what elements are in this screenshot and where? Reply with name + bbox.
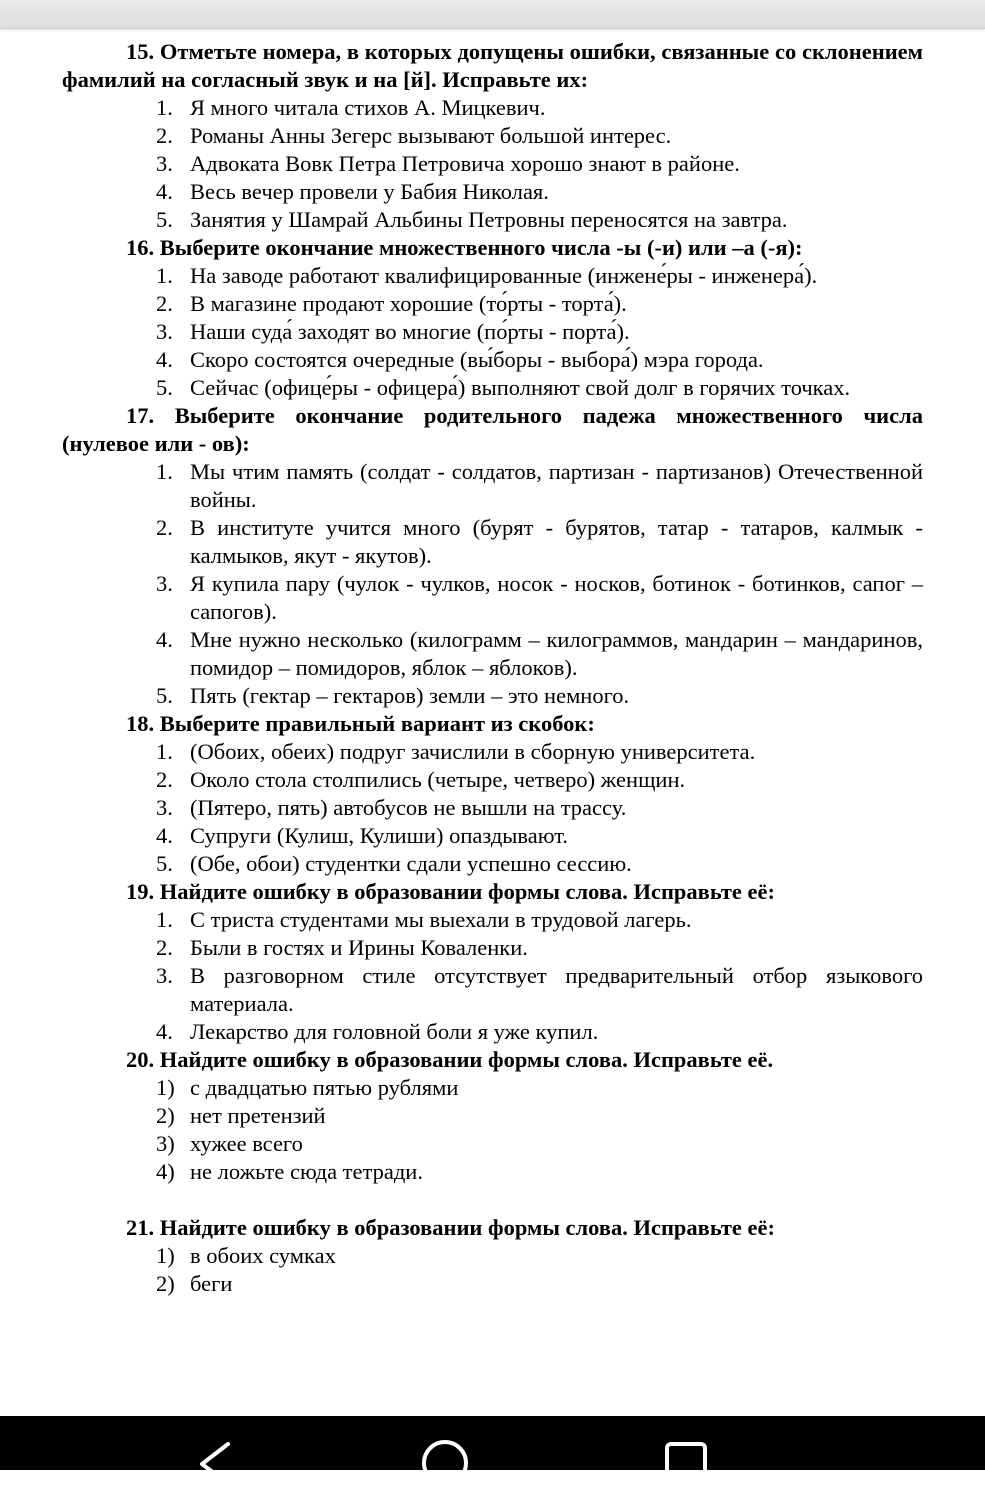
list-item — [0, 1018, 985, 1046]
item-text: Адвоката Вовк Петра Петровича хорошо знают в районе. — [190, 151, 740, 176]
list-item — [0, 262, 985, 290]
item-text: Весь вечер провели у Бабия Николая. — [190, 179, 549, 204]
item-number: 3. — [156, 963, 173, 988]
task-list-17 — [0, 458, 985, 710]
document-page[interactable] — [0, 38, 985, 1298]
item-number: 3. — [156, 571, 173, 596]
item-number: 3) — [156, 1131, 175, 1156]
list-item — [0, 626, 985, 682]
recent-apps-button[interactable] — [664, 1438, 708, 1478]
list-item — [0, 318, 985, 346]
task-list-15 — [0, 94, 985, 234]
task-list-20 — [0, 1074, 985, 1186]
item-text: Были в гостях и Ирины Коваленки. — [190, 935, 528, 960]
list-item — [0, 1270, 985, 1298]
item-text: Супруги (Кулиш, Кулиши) опаздывают. — [190, 823, 568, 848]
back-button[interactable] — [198, 1438, 232, 1478]
item-number: 1. — [156, 739, 173, 764]
task-list-16 — [0, 262, 985, 402]
list-item — [0, 178, 985, 206]
list-item — [0, 122, 985, 150]
item-number: 4. — [156, 627, 173, 652]
item-text: Лекарство для головной боли я уже купил. — [190, 1019, 599, 1044]
home-icon — [420, 1438, 470, 1488]
list-item — [0, 570, 985, 626]
item-text: В магазине продают хорошие (то́рты - торта́). — [190, 291, 627, 316]
task-heading-19: 19. Найдите ошибку в образовании формы слова. Исправьте её: — [126, 879, 776, 904]
list-item — [0, 206, 985, 234]
task-heading-21: 21. Найдите ошибку в образовании формы слова. Исправьте её: — [126, 1215, 776, 1240]
item-text: Пять (гектар – гектаров) земли – это немного. — [190, 683, 630, 708]
home-button[interactable] — [420, 1438, 470, 1488]
list-item — [0, 346, 985, 374]
back-icon — [198, 1438, 232, 1478]
item-text: Я купила пару (чулок - чулков, носок - носков, ботинок - ботинков, сапог – сапогов). — [190, 571, 923, 624]
item-number: 1. — [156, 95, 173, 120]
list-item — [0, 290, 985, 318]
item-text: Мы чтим память (солдат - солдатов, партизан - партизанов) Отечественной войны. — [190, 459, 923, 512]
item-text: Мне нужно несколько (килограмм – килограммов, мандарин – мандаринов, помидор – помидоров, яблок – яблоков). — [190, 627, 923, 680]
list-item — [0, 962, 985, 1018]
list-item — [0, 150, 985, 178]
item-number: 2. — [156, 767, 173, 792]
item-number: 4) — [156, 1159, 175, 1184]
item-text: На заводе работают квалифицированные (инжене́ры - инженера́). — [190, 263, 818, 288]
item-text: Наши суда́ заходят во многие (по́рты - порта́). — [190, 319, 630, 344]
item-number: 4. — [156, 347, 173, 372]
list-item — [0, 1102, 985, 1130]
item-number: 3. — [156, 795, 173, 820]
list-item — [0, 934, 985, 962]
item-number: 2. — [156, 935, 173, 960]
item-text: нет претензий — [190, 1103, 326, 1128]
list-item — [0, 1242, 985, 1270]
item-number: 2. — [156, 515, 173, 540]
task-heading-20: 20. Найдите ошибку в образовании формы слова. Исправьте её. — [126, 1047, 774, 1072]
list-item — [0, 906, 985, 934]
item-number: 2) — [156, 1103, 175, 1128]
item-number: 5. — [156, 207, 173, 232]
item-number: 1. — [156, 263, 173, 288]
task-list-21 — [0, 1242, 985, 1298]
item-text: с двадцатью пятью рублями — [190, 1075, 459, 1100]
item-text: не ложьте сюда тетради. — [190, 1159, 423, 1184]
item-number: 1) — [156, 1243, 175, 1268]
item-text: в обоих сумках — [190, 1243, 336, 1268]
item-number: 2) — [156, 1271, 175, 1296]
item-text: В институте учится много (бурят - бурятов, татар - татаров, калмык - калмыков, якут - якутов). — [190, 515, 923, 568]
item-number: 5. — [156, 683, 173, 708]
item-number: 4. — [156, 179, 173, 204]
list-item — [0, 738, 985, 766]
list-item — [0, 766, 985, 794]
task-list-19 — [0, 906, 985, 1046]
item-text: С триста студентами мы выехали в трудовой лагерь. — [190, 907, 692, 932]
list-item — [0, 1074, 985, 1102]
item-text: (Пятеро, пять) автобусов не вышли на трассу. — [190, 795, 627, 820]
list-item — [0, 682, 985, 710]
item-number: 5. — [156, 375, 173, 400]
item-number: 2. — [156, 291, 173, 316]
item-text: Около стола столпились (четыре, четверо) женщин. — [190, 767, 686, 792]
app-toolbar — [0, 0, 985, 29]
item-text: В разговорном стиле отсутствует предварительный отбор языкового материала. — [190, 963, 923, 1016]
item-number: 4. — [156, 1019, 173, 1044]
item-text: (Обе, обои) студентки сдали успешно сессию. — [190, 851, 632, 876]
item-text: Я много читала стихов А. Мицкевич. — [190, 95, 546, 120]
list-item — [0, 1158, 985, 1186]
list-item — [0, 374, 985, 402]
list-item — [0, 850, 985, 878]
task-heading-17: 17. Выберите окончание родительного падежа множественного числа (нулевое или - ов): — [62, 403, 923, 456]
item-text: Занятия у Шамрай Альбины Петровны переносятся на завтра. — [190, 207, 788, 232]
item-text: Романы Анны Зегерс вызывают большой интерес. — [190, 123, 672, 148]
task-list-18 — [0, 738, 985, 878]
list-item — [0, 514, 985, 570]
item-number: 3. — [156, 151, 173, 176]
task-heading-15: 15. Отметьте номера, в которых допущены ошибки, связанные со склонением фамилий на согласный звук и на [й]. Исправьте их: — [62, 39, 923, 92]
list-item — [0, 794, 985, 822]
task-heading-18: 18. Выберите правильный вариант из скобок: — [126, 711, 595, 736]
item-text: Сейчас (офице́ры - офицера́) выполняют свой долг в горячих точках. — [190, 375, 851, 400]
item-text: хужее всего — [190, 1131, 303, 1156]
blank-line — [0, 1186, 985, 1214]
item-text: Скоро состоятся очередные (вы́боры - выбора́) мэра города. — [190, 347, 764, 372]
item-text: беги — [190, 1271, 233, 1296]
recent-apps-icon — [664, 1438, 708, 1478]
item-number: 2. — [156, 123, 173, 148]
item-text: (Обоих, обеих) подруг зачислили в сборную университета. — [190, 739, 756, 764]
item-number: 5. — [156, 851, 173, 876]
list-item — [0, 1130, 985, 1158]
item-number: 1. — [156, 907, 173, 932]
item-number: 3. — [156, 319, 173, 344]
item-number: 4. — [156, 823, 173, 848]
list-item — [0, 822, 985, 850]
list-item — [0, 94, 985, 122]
task-heading-16: 16. Выберите окончание множественного числа -ы (-и) или –а (-я): — [126, 235, 803, 260]
item-number: 1. — [156, 459, 173, 484]
system-navigation-bar — [0, 1416, 985, 1470]
list-item — [0, 458, 985, 514]
item-number: 1) — [156, 1075, 175, 1100]
